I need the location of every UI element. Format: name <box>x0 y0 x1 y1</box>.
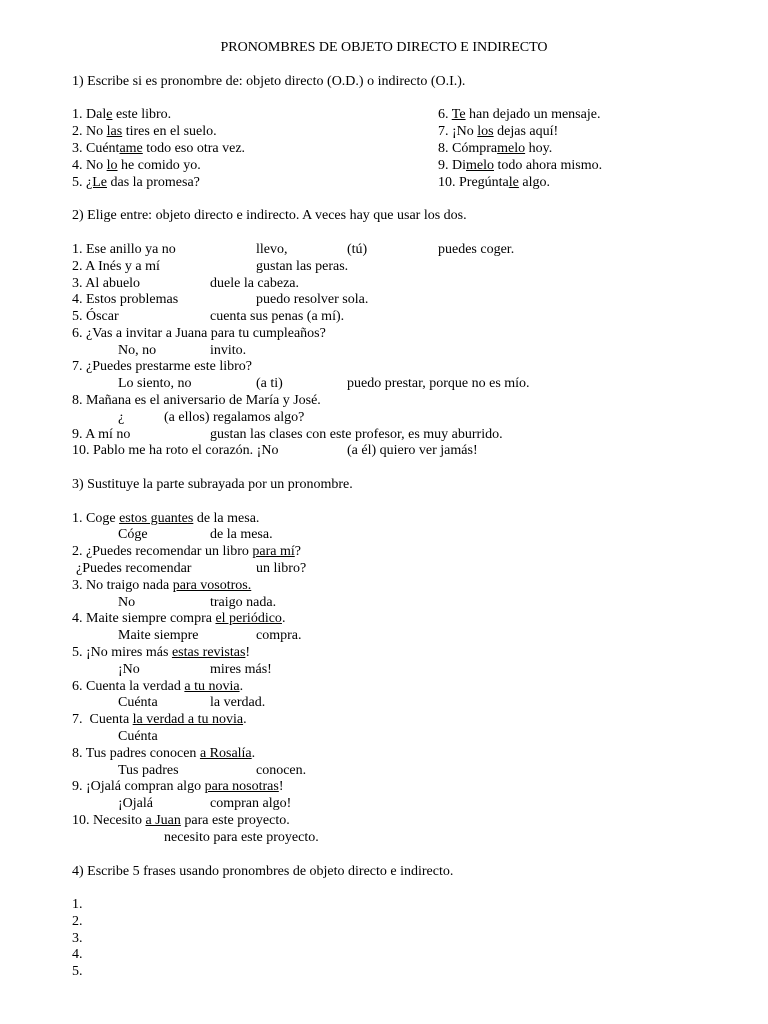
s1-item-4: 4. No lo he comido yo. <box>72 158 201 173</box>
s1-item-10: 10. Pregúntale algo. <box>438 175 550 190</box>
s3-answer-10: necesito para este proyecto. <box>164 830 319 845</box>
s4-item-3: 3. <box>72 931 83 946</box>
s3-answer-1-part-2: de la mesa. <box>210 527 273 542</box>
s3-answer-2-part-1: ¿Puedes recomendar <box>76 561 192 576</box>
s4-item-4: 4. <box>72 947 83 962</box>
section-1-heading: 1) Escribe si es pronombre de: objeto directo (O.D.) o indirecto (O.I.). <box>72 74 466 89</box>
s2-item-8-answer-part-2: (a ellos) regalamos algo? <box>164 410 305 425</box>
s2-item-1-part-1: 1. Ese anillo ya no <box>72 242 176 257</box>
s3-question-8: 8. Tus padres conocen a Rosalía. <box>72 746 256 761</box>
s3-question-4: 4. Maite siempre compra el periódico. <box>72 611 286 626</box>
s3-answer-3-part-1: No <box>118 595 136 610</box>
s4-item-2: 2. <box>72 914 83 929</box>
s2-item-10-part-1: 10. Pablo me ha roto el corazón. ¡No <box>72 443 279 458</box>
s2-item-4-part-1: 4. Estos problemas <box>72 292 179 307</box>
s3-question-7: 7. Cuenta la verdad a tu novia. <box>72 712 247 727</box>
s3-question-5: 5. ¡No mires más estas revistas! <box>72 645 251 660</box>
s2-item-2-part-1: 2. A Inés y a mí <box>72 259 160 274</box>
section-2-heading: 2) Elige entre: objeto directo e indirecto. A veces hay que usar los dos. <box>72 208 467 223</box>
section-3-heading: 3) Sustituye la parte subrayada por un pronombre. <box>72 477 353 492</box>
s3-answer-8-part-2: conocen. <box>256 763 307 778</box>
s4-item-1: 1. <box>72 897 83 912</box>
s3-answer-4-part-1: Maite siempre <box>118 628 199 643</box>
s2-item-2-part-2: gustan las peras. <box>256 259 349 274</box>
s3-question-9: 9. ¡Ojalá compran algo para nosotras! <box>72 779 284 794</box>
s2-item-1-part-2: llevo, <box>256 242 288 257</box>
s2-item-8-answer-part-1: ¿ <box>118 410 125 425</box>
s1-item-5: 5. ¿Le das la promesa? <box>72 175 200 190</box>
s1-item-9: 9. Dimelo todo ahora mismo. <box>438 158 603 173</box>
s2-item-7: 7. ¿Puedes prestarme este libro? <box>72 359 252 374</box>
s1-item-2: 2. No las tires en el suelo. <box>72 124 217 139</box>
s3-answer-9-part-2: compran algo! <box>210 796 292 811</box>
s3-question-3: 3. No traigo nada para vosotros. <box>72 578 252 593</box>
s3-answer-5-part-2: mires más! <box>210 662 272 677</box>
s1-item-6: 6. Te han dejado un mensaje. <box>438 107 601 122</box>
s3-answer-6-part-2: la verdad. <box>210 695 266 710</box>
s2-item-8: 8. Mañana es el aniversario de María y José. <box>72 393 321 408</box>
s3-answer-3-part-2: traigo nada. <box>210 595 277 610</box>
s2-item-10-part-2: (a él) quiero ver jamás! <box>347 443 478 458</box>
s2-item-9-part-2: gustan las clases con este profesor, es muy aburrido. <box>210 427 503 442</box>
s2-item-1-part-3: (tú) <box>347 242 368 257</box>
s3-answer-7-part-1: Cuénta <box>118 729 158 744</box>
s3-answer-2-part-2: un libro? <box>256 561 307 576</box>
section-4-heading: 4) Escribe 5 frases usando pronombres de objeto directo e indirecto. <box>72 864 454 879</box>
s2-item-3-part-2: duele la cabeza. <box>210 276 299 291</box>
s4-item-5: 5. <box>72 964 83 979</box>
s2-item-5-part-1: 5. Óscar <box>72 309 119 324</box>
s3-answer-5-part-1: ¡No <box>118 662 140 677</box>
s1-item-3: 3. Cuéntame todo eso otra vez. <box>72 141 246 156</box>
s3-answer-6-part-1: Cuénta <box>118 695 158 710</box>
s3-question-2: 2. ¿Puedes recomendar un libro para mí? <box>72 544 301 559</box>
s3-answer-8-part-1: Tus padres <box>118 763 179 778</box>
s2-item-1-part-4: puedes coger. <box>438 242 515 257</box>
page-title: PRONOMBRES DE OBJETO DIRECTO E INDIRECTO <box>220 40 548 55</box>
s3-answer-1-part-1: Cóge <box>118 527 148 542</box>
s3-question-1: 1. Coge estos guantes de la mesa. <box>72 511 260 526</box>
s1-item-1: 1. Dale este libro. <box>72 107 172 122</box>
s2-item-7-answer-part-1: Lo siento, no <box>118 376 192 391</box>
s2-item-6: 6. ¿Vas a invitar a Juana para tu cumpleaños? <box>72 326 326 341</box>
s2-item-5-part-2: cuenta sus penas (a mí). <box>210 309 345 324</box>
s2-item-3-part-1: 3. Al abuelo <box>72 276 141 291</box>
s3-question-6: 6. Cuenta la verdad a tu novia. <box>72 679 244 694</box>
s1-item-8: 8. Cómpramelo hoy. <box>438 141 553 156</box>
s2-item-6-answer-part-2: invito. <box>210 343 247 358</box>
s1-item-7: 7. ¡No los dejas aquí! <box>438 124 559 139</box>
s3-answer-4-part-2: compra. <box>256 628 302 643</box>
s2-item-4-part-2: puedo resolver sola. <box>256 292 369 307</box>
s2-item-7-answer-part-2: (a ti) <box>256 376 283 391</box>
s2-item-6-answer-part-1: No, no <box>118 343 157 358</box>
s3-answer-9-part-1: ¡Ojalá <box>118 796 153 811</box>
s2-item-9-part-1: 9. A mí no <box>72 427 131 442</box>
s3-question-10: 10. Necesito a Juan para este proyecto. <box>72 813 290 828</box>
s2-item-7-answer-part-3: puedo prestar, porque no es mío. <box>347 376 530 391</box>
